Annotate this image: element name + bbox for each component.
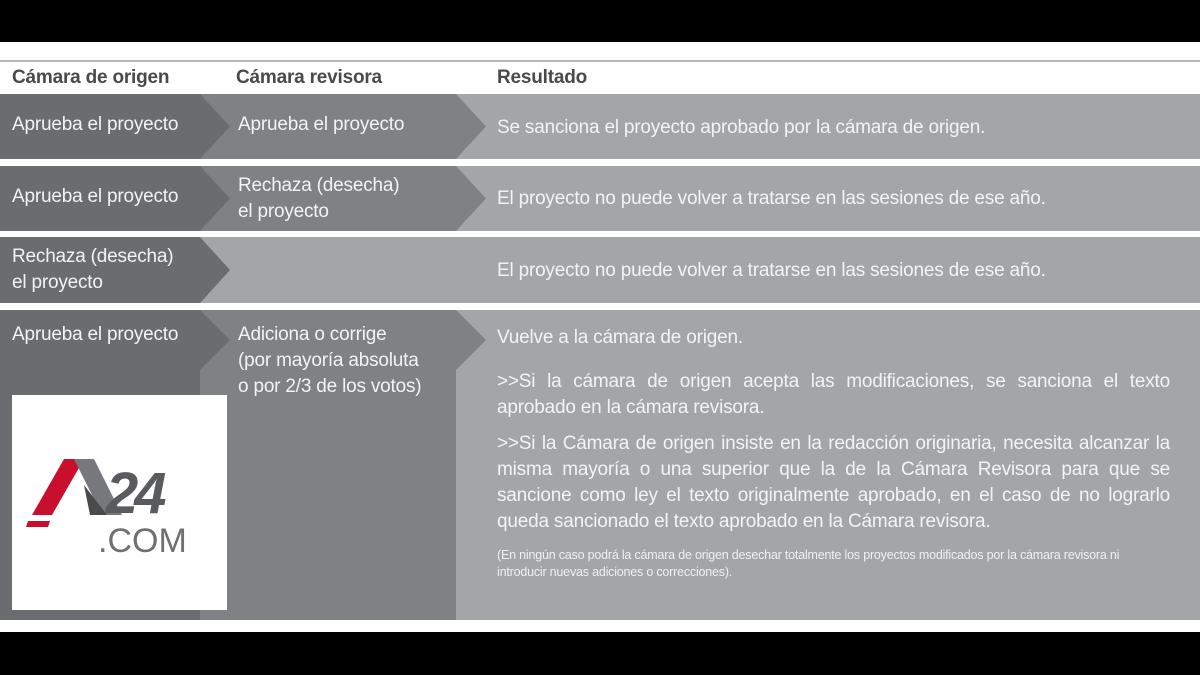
cell-origen: Aprueba el proyecto [12, 324, 179, 345]
logo-suffix: .COM [98, 522, 187, 560]
resultado-paragraph: >>Si la cámara de origen acepta las modificaciones, se sanciona el texto aprobado en la cámara revisora. [497, 371, 1170, 418]
cell-origen: Aprueba el proyecto [12, 186, 179, 207]
cell-revisora-line: el proyecto [238, 201, 329, 222]
a24-logo-icon [12, 395, 227, 610]
cell-revisora-line: o por 2/3 de los votos) [238, 376, 422, 397]
resultado-note: (En ningún caso podrá la cámara de origen desechar totalmente los proyectos modificados por la cámara revisora ni introducir nuevas adiciones o correcciones). [497, 548, 1120, 579]
cell-revisora-line: Adiciona o corrige [238, 324, 387, 345]
cell-resultado: Se sanciona el proyecto aprobado por la cámara de origen. [497, 117, 986, 138]
header-camara-revisora: Cámara revisora [236, 67, 382, 88]
cell-revisora [238, 322, 421, 400]
cell-origen: Aprueba el proyecto [12, 114, 179, 135]
cell-revisora: Aprueba el proyecto [238, 114, 405, 135]
header-camara-origen: Cámara de origen [12, 67, 170, 88]
cell-origen-line: el proyecto [12, 272, 103, 293]
header-resultado: Resultado [497, 67, 588, 88]
table-row [0, 94, 1200, 159]
cell-origen [12, 244, 173, 296]
a24-logo [12, 395, 227, 610]
resultado-paragraph: >>Si la Cámara de origen insiste en la redacción originaria, necesita alcanzar la misma mayoría o una superior que la de la Cámara Revisora para que se sancione como ley el texto originalmente aprobado, en el caso de no lograrlo queda sancionado el texto aprobado en la Cámara revisora. [497, 433, 1170, 532]
cell-origen-line: Rechaza (desecha) [12, 246, 174, 267]
table-row [0, 166, 1200, 231]
cell-revisora [238, 173, 399, 225]
cell-revisora-line: (por mayoría absoluta [238, 350, 419, 371]
resultado-paragraph: Vuelve a la cámara de origen. [497, 327, 743, 348]
cell-resultado: El proyecto no puede volver a tratarse en las sesiones de ese año. [497, 260, 1046, 281]
cell-resultado [497, 325, 1170, 581]
svg-text:24: 24 [106, 461, 163, 526]
cell-resultado: El proyecto no puede volver a tratarse en las sesiones de ese año. [497, 188, 1046, 209]
table-row [0, 237, 1200, 303]
top-divider [0, 60, 1200, 62]
cell-revisora-line: Rechaza (desecha) [238, 175, 400, 196]
